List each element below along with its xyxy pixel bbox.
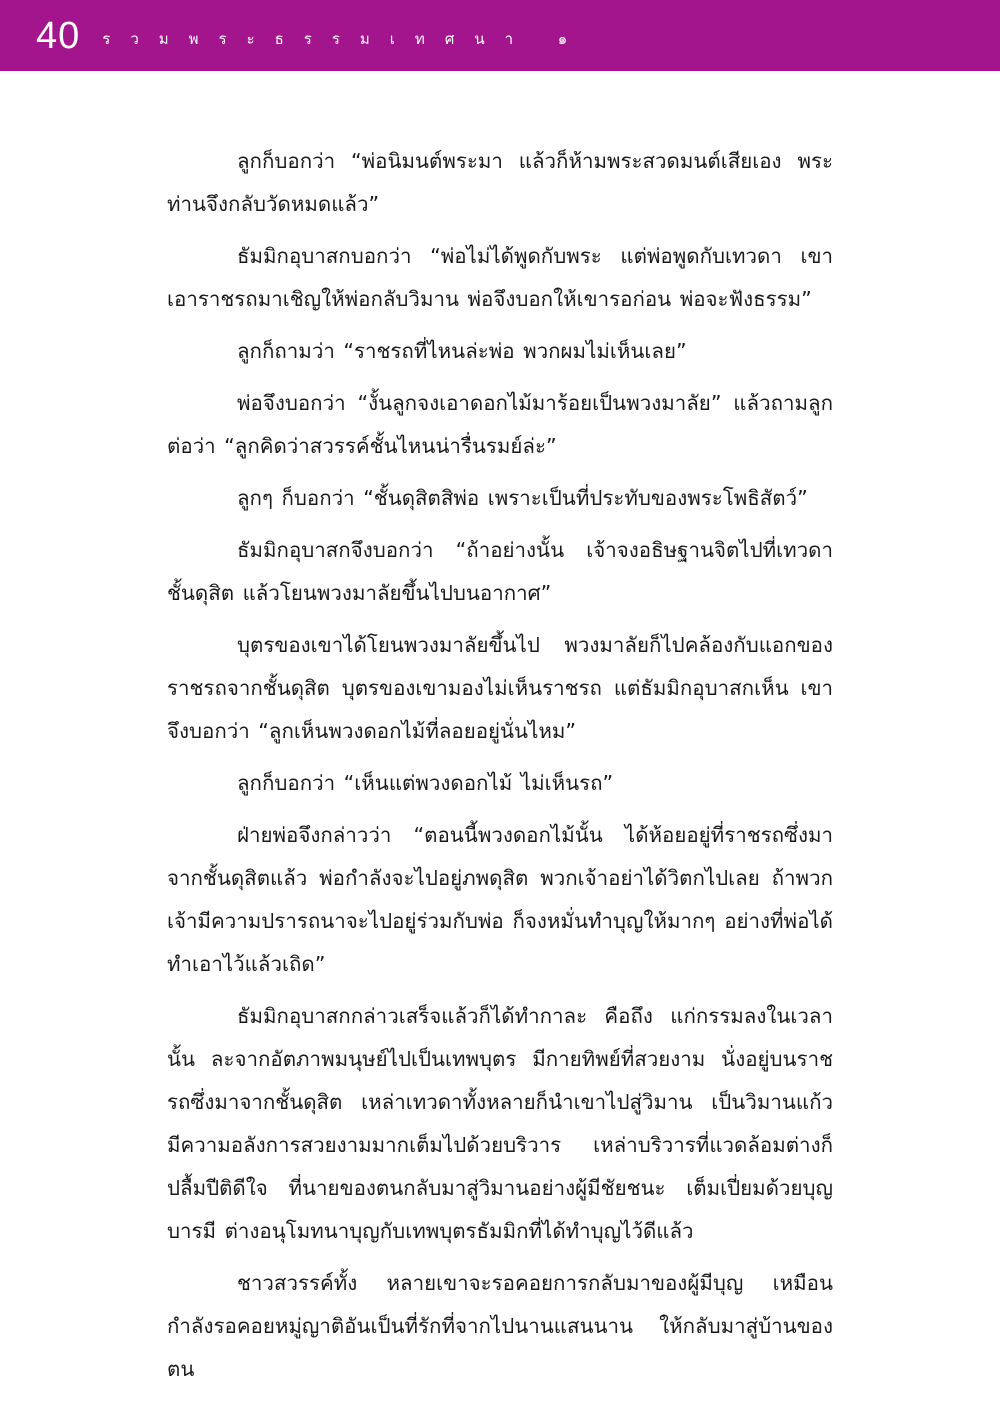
paragraph-7: บุตรของเขาได้โยนพวงมาลัยขึ้นไป พวงมาลัยก็ไปคล้องกับแอกของราชรถจากชั้นดุสิต บุตรของเขามองไม่เห็นราชรถ แต่ธัมมิกอุบาสกเห็น เขาจึงบอกว่า “ลูกเห็นพวงดอกไม้ที่ลอยอยู่นั่นไหม” xyxy=(167,633,833,743)
paragraph-6: ธัมมิกอุบาสกจึงบอกว่า “ถ้าอย่างนั้น เจ้าจงอธิษฐานจิตไปที่เทวดาชั้นดุสิต แล้วโยนพวงมาลัยขึ้นไปบนอากาศ” xyxy=(167,538,833,605)
paragraph-5: ลูกๆ ก็บอกว่า “ชั้นดุสิตสิพ่อ เพราะเป็นที่ประทับของพระโพธิสัตว์” xyxy=(237,486,808,510)
page-number: 40 xyxy=(36,14,81,57)
book-title: รวมพระธรรมเทศนา ๑ xyxy=(102,30,588,48)
paragraph-2: ธัมมิกอุบาสกบอกว่า “พ่อไม่ได้พูดกับพระ แต่พ่อพูดกับเทวดา เขาเอาราชรถมาเชิญให้พ่อกลับวิมาน พ่อจึงบอกให้เขารอก่อน พ่อจะฟังธรรม” xyxy=(167,244,833,311)
paragraph-9: ฝ่ายพ่อจึงกล่าวว่า “ตอนนี้พวงดอกไม้นั้น ได้ห้อยอยู่ที่ราชรถซึ่งมาจากชั้นดุสิตแล้ว พ่อกำลังจะไปอยู่ภพดุสิต พวกเจ้าอย่าได้วิตกไปเลย ถ้าพวกเจ้ามีความปรารถนาจะไปอยู่ร่วมกับพ่อ ก็จงหมั่นทำบุญให้มากๆ อย่างที่พ่อได้ทำเอาไว้แล้วเถิด” xyxy=(167,823,833,976)
paragraph-4: พ่อจึงบอกว่า “งั้นลูกจงเอาดอกไม้มาร้อยเป็นพวงมาลัย” แล้วถามลูกต่อว่า “ลูกคิดว่าสวรรค์ชั้นไหนน่ารื่นรมย์ล่ะ” xyxy=(167,391,833,458)
page-body xyxy=(167,140,833,1400)
page-header-bar xyxy=(0,0,1000,71)
paragraph-1: ลูกก็บอกว่า “พ่อนิมนต์พระมา แล้วก็ห้ามพระสวดมนต์เสียเอง พระท่านจึงกลับวัดหมดแล้ว” xyxy=(167,149,833,216)
paragraph-10: ธัมมิกอุบาสกกล่าวเสร็จแล้วก็ได้ทำกาละ คือถึง แก่กรรมลงในเวลานั้น ละจากอัตภาพมนุษย์ไปเป็นเทพบุตร มีกายทิพย์ที่สวยงาม นั่งอยู่บนราชรถซึ่งมาจากชั้นดุสิต เหล่าเทวดาทั้งหลายก็นำเขาไปสู่วิมาน เป็นวิมานแก้ว มีความอลังการสวยงามมากเต็มไปด้วยบริวาร เหล่าบริวารที่แวดล้อมต่างก็ปลื้มปีติดีใจ ที่นายของตนกลับมาสู่วิมานอย่างผู้มีชัยชนะ เต็มเปี่ยมด้วยบุญบารมี ต่างอนุโมทนาบุญกับเทพบุตรธัมมิกที่ได้ทำบุญไว้ดีแล้ว xyxy=(167,1004,833,1243)
paragraph-11: ชาวสวรรค์ทั้ง หลายเขาจะรอคอยการกลับมาของผู้มีบุญ เหมือนกำลังรอคอยหมู่ญาติอันเป็นที่รักที่จากไปนานแสนนาน ให้กลับมาสู่บ้านของตน xyxy=(167,1271,833,1381)
paragraph-8: ลูกก็บอกว่า “เห็นแต่พวงดอกไม้ ไม่เห็นรถ” xyxy=(237,771,614,795)
paragraph-3: ลูกก็ถามว่า “ราชรถที่ไหนล่ะพ่อ พวกผมไม่เห็นเลย” xyxy=(237,339,687,363)
